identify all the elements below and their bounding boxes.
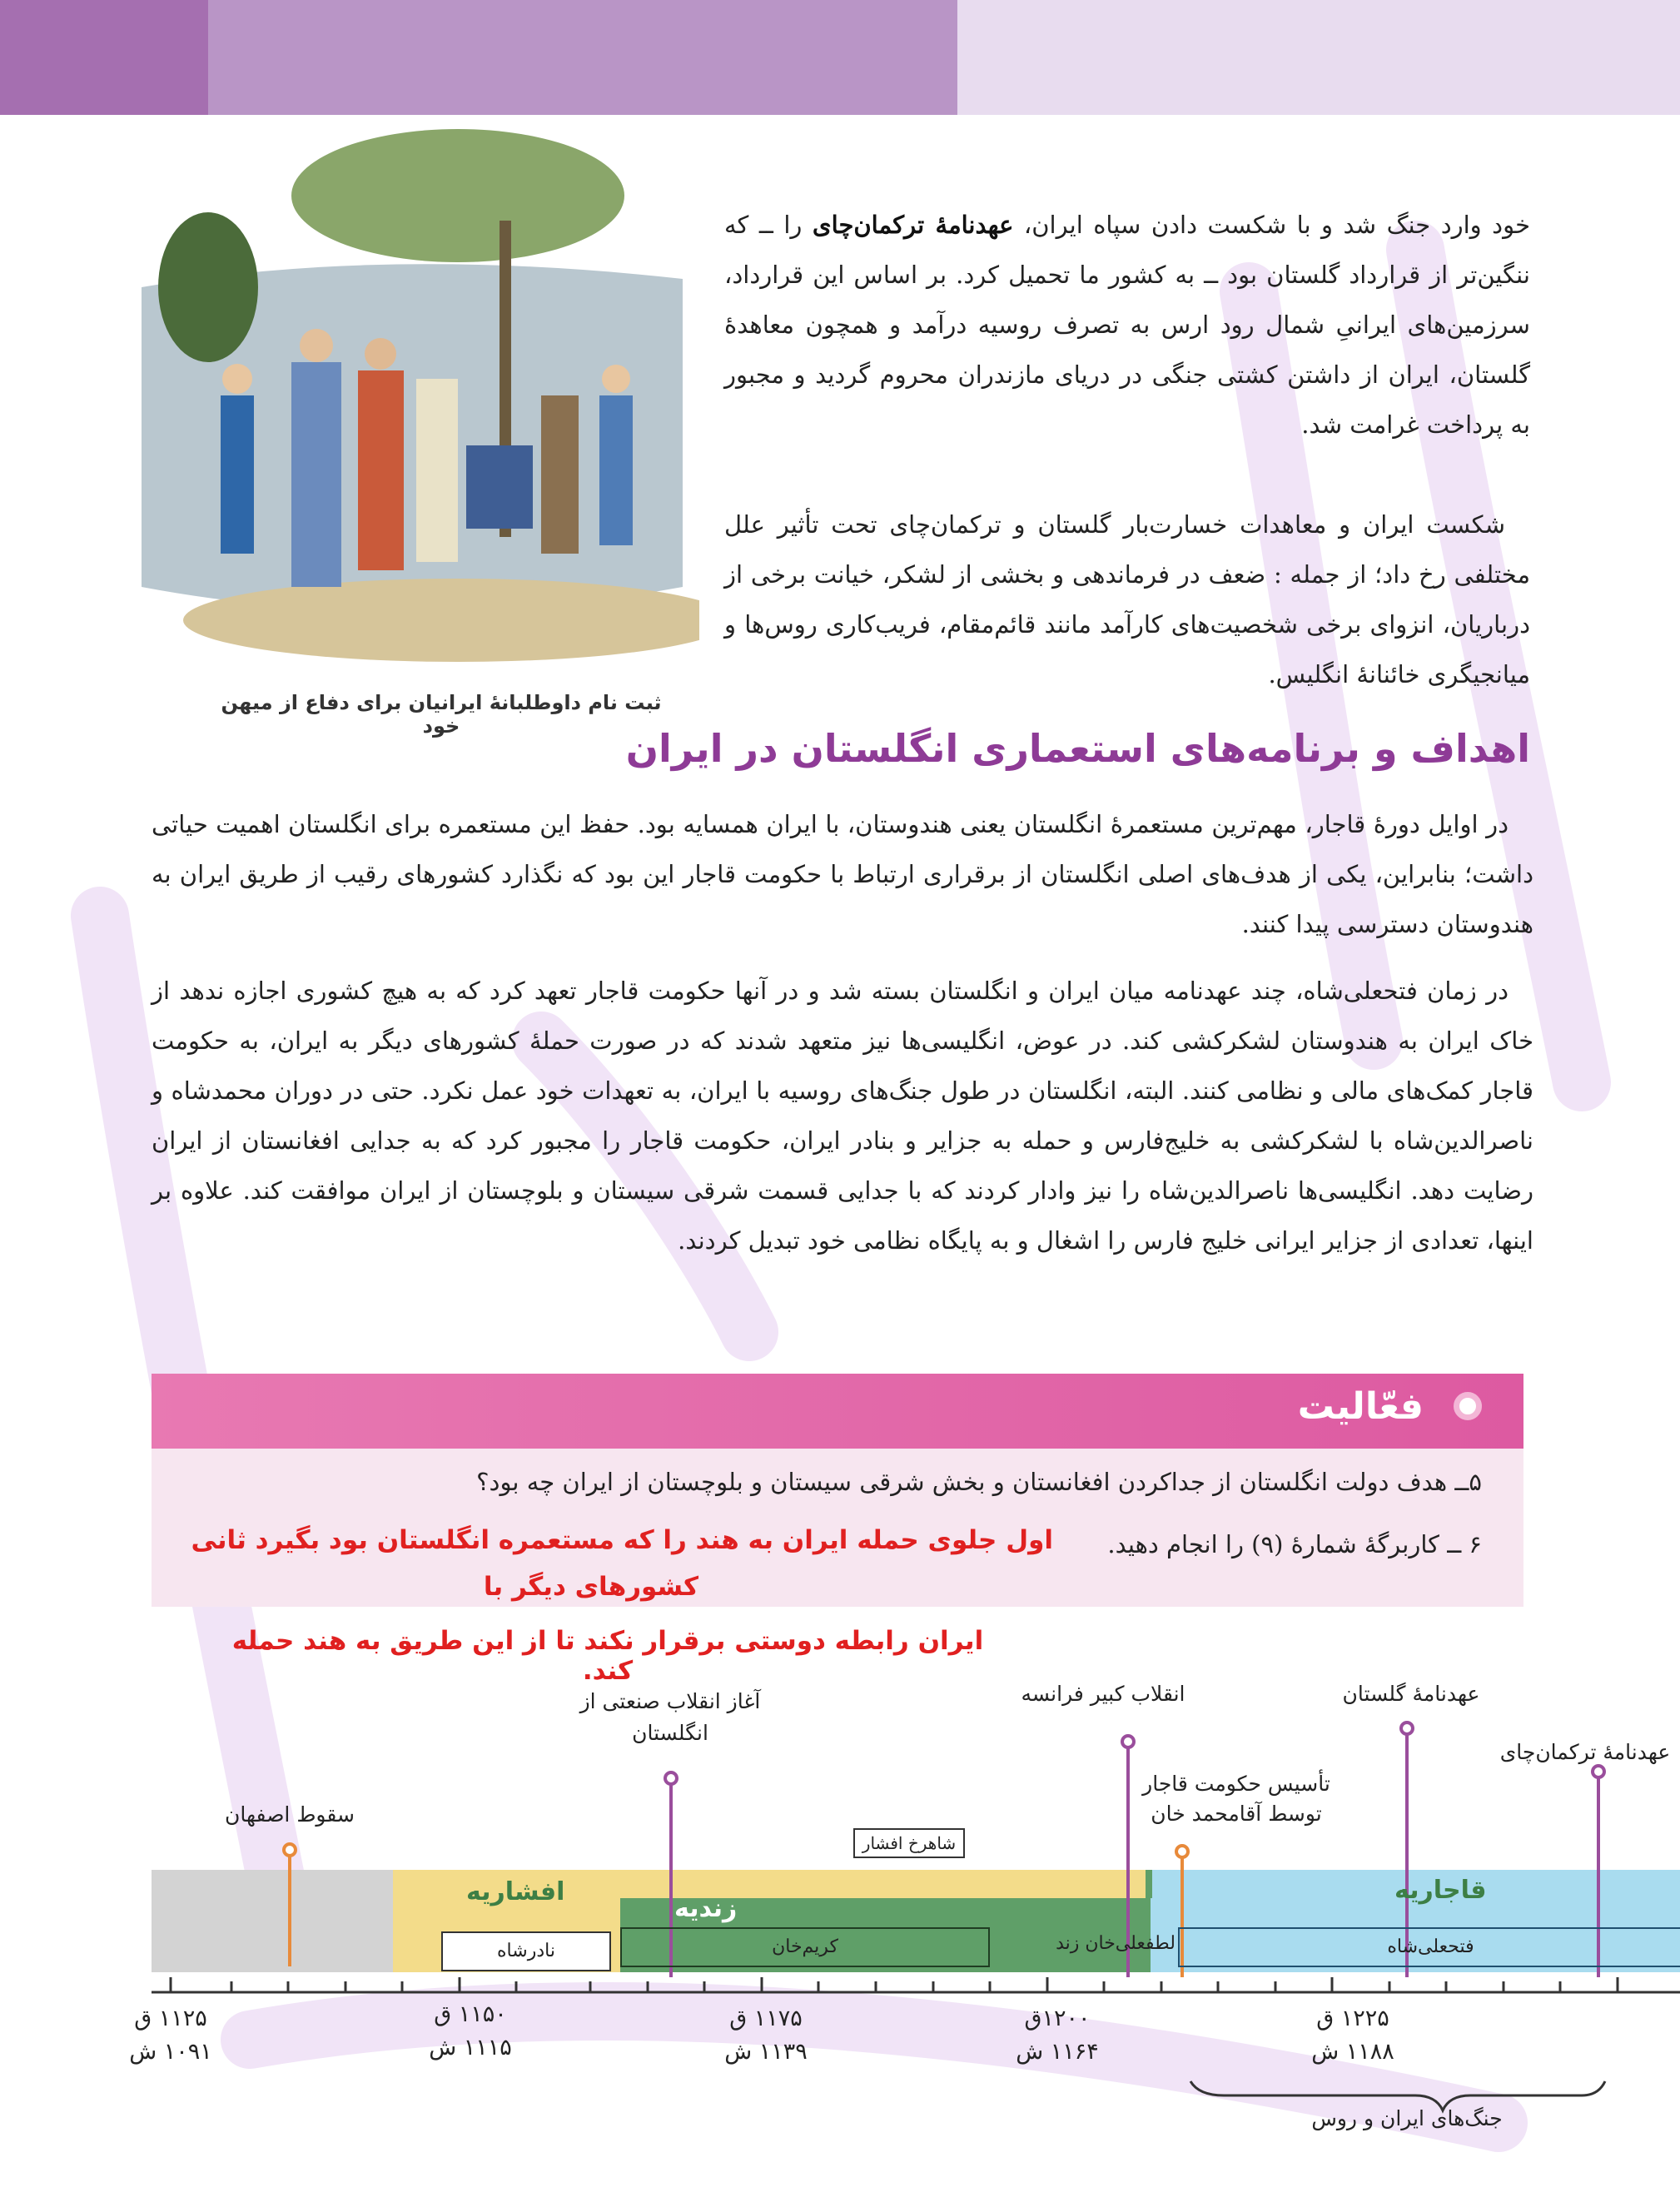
date-1175: ۱۱۷۵ ق ۱۱۳۹ ش [724,2006,808,2065]
label-shahrokh: شاهرخ افشار [853,1828,965,1858]
event-french-revolution: انقلاب کبیر فرانسه [1021,1682,1185,1706]
era-afsharieh: افشاریه [466,1877,565,1906]
wars-label: جنگ‌های ایران و روس [1311,2106,1503,2130]
answer-line-2: کشورهای دیگر با [483,1572,699,1602]
image-caption: ثبت نام داوطلبانهٔ ایرانیان برای دفاع از میهن خود [221,691,662,738]
activity-title: فعّالیت [1297,1385,1424,1428]
paragraph-treaties: در زمان فتحعلی‌شاه، چند عهدنامه میان ایران و انگلستان بسته شد و در آنها حکومت قاجار تعهد کرد که به هیچ کشوری اجازه ندهد از خاک ایران به هندوستان لشکرکشی کند. در عوض، انگلیسی‌ها نیز متعهد شدند که در صورت حملهٔ کشورهای دیگر به ایران، به حکومت قاجار کمک‌های مالی و نظامی کنند. البته، انگلستان در طول جنگ‌های روسیه با ایران، به تعهدات خود عمل نکرد. حتی در دوران محمدشاه و ناصرالدین‌شاه با لشکرکشی به خلیج‌فارس و حمله به جزایر و بنادر ایران، حکومت قاجار را مجبور کرد که به جدایی افغانستان از ایران رضایت دهد. انگلیسی‌ها ناصرالدین‌شاه را نیز وادار کردند که با جدایی قسمت شرقی سیستان و بلوچستان از ایران موافقت کند. علاوه بر اینها، تعدادی از جزایر ایرانی خلیج فارس را اشغال و به پایگاه نظامی خود تبدیل کردند. [152,977,1533,1255]
label-karimkhan: کریم‌خان [620,1927,990,1967]
event-fall-of-isfahan: سقوط اصفهان [225,1802,355,1827]
event-industrial-revolution: آغاز انقلاب صنعتی از انگلستان [579,1689,761,1745]
question-5: ۵ــ هدف دولت انگلستان از جداکردن افغانستان و بخش شرقی سیستان و بلوچستان از ایران چه بود؟ [476,1468,1482,1496]
paragraph-defeat-causes: شکست ایران و معاهدات خسارت‌بار گلستان و ترکمان‌چای تحت تأثیر علل مختلفی رخ داد؛ از جمله : ضعف در فرماندهی و بخشی از لشکر، خیانت برخی از درباریان، انزوای برخی شخصیت‌های کارآمد مانند قائم‌مقام، فریب‌کاری روس‌ها و میانجیگری خائنانهٔ انگلیس. [724,510,1530,688]
era-zandieh: زندیه [674,1894,738,1923]
section-heading: اهداف و برنامه‌های استعماری انگلستان در ایران [625,726,1530,771]
answer-line-3: ایران رابطه دوستی برقرار نکند تا از این طریق به هند حمله کند. [231,1626,984,1686]
date-1200: ۱۲۰۰ق ۱۱۶۴ ش [1016,2006,1099,2065]
era-qajarieh: قاجاریه [1394,1876,1487,1905]
date-1150: ۱۱۵۰ ق ۱۱۱۵ ش [429,2001,512,2060]
paragraph-treaty: خود وارد جنگ شد و با شکست دادن سپاه ایران، عهدنامهٔ ترکمان‌چای را ــ که ننگین‌تر از قرارداد گلستان بود ــ به کشور ما تحمیل کرد. بر اساس این قرارداد، سرزمین‌های ایرانیِ شمال رود ارس به تصرف روسیه درآمد و همچون معاهدهٔ گلستان، ایران از داشتن کشتی جنگی در دریای مازندران محروم گردید و مجبور به پرداخت غرامت شد. [724,211,1531,439]
label-nadershah: نادرشاه [441,1931,611,1971]
paragraph-colonial-goals: در اوایل دورهٔ قاجار، مهم‌ترین مستعمرهٔ انگلستان یعنی هندوستان، با ایران همسایه بود. حفظ این مستعمره برای انگلستان اهمیت حیاتی داشت؛ بنابراین، یکی از هدف‌های اصلی انگلستان از برقراری ارتباط با حکومت قاجار این بود که نگذارد کشورهای رقیب از طریق ایران به هندوستان دسترسی پیدا کنند. [152,810,1533,938]
date-1125: ۱۱۲۵ ق ۱۰۹۱ ش [129,2006,212,2065]
event-torkamanchay-treaty: عهدنامهٔ ترکمان‌چای [1499,1740,1671,1764]
date-1225: ۱۲۲۵ ق ۱۱۸۸ ش [1311,2006,1394,2065]
question-6: ۶ ــ کاربرگهٔ شمارهٔ (۹) را انجام دهید. [1107,1530,1482,1558]
label-fathali-shah: فتحعلی‌شاه [1178,1927,1680,1967]
label-lotfali-khan: لطفعلی‌خان زند [1056,1933,1176,1954]
event-golestan-treaty: عهدنامهٔ گلستان [1342,1682,1480,1706]
answer-line-1: اول جلوی حمله ایران به هند را که مستعمره انگلستان بود بگیرد ثانی [191,1525,1053,1555]
event-qajar-founding: تأسیس حکومت قاجار توسط آقامحمد خان [1142,1772,1330,1826]
